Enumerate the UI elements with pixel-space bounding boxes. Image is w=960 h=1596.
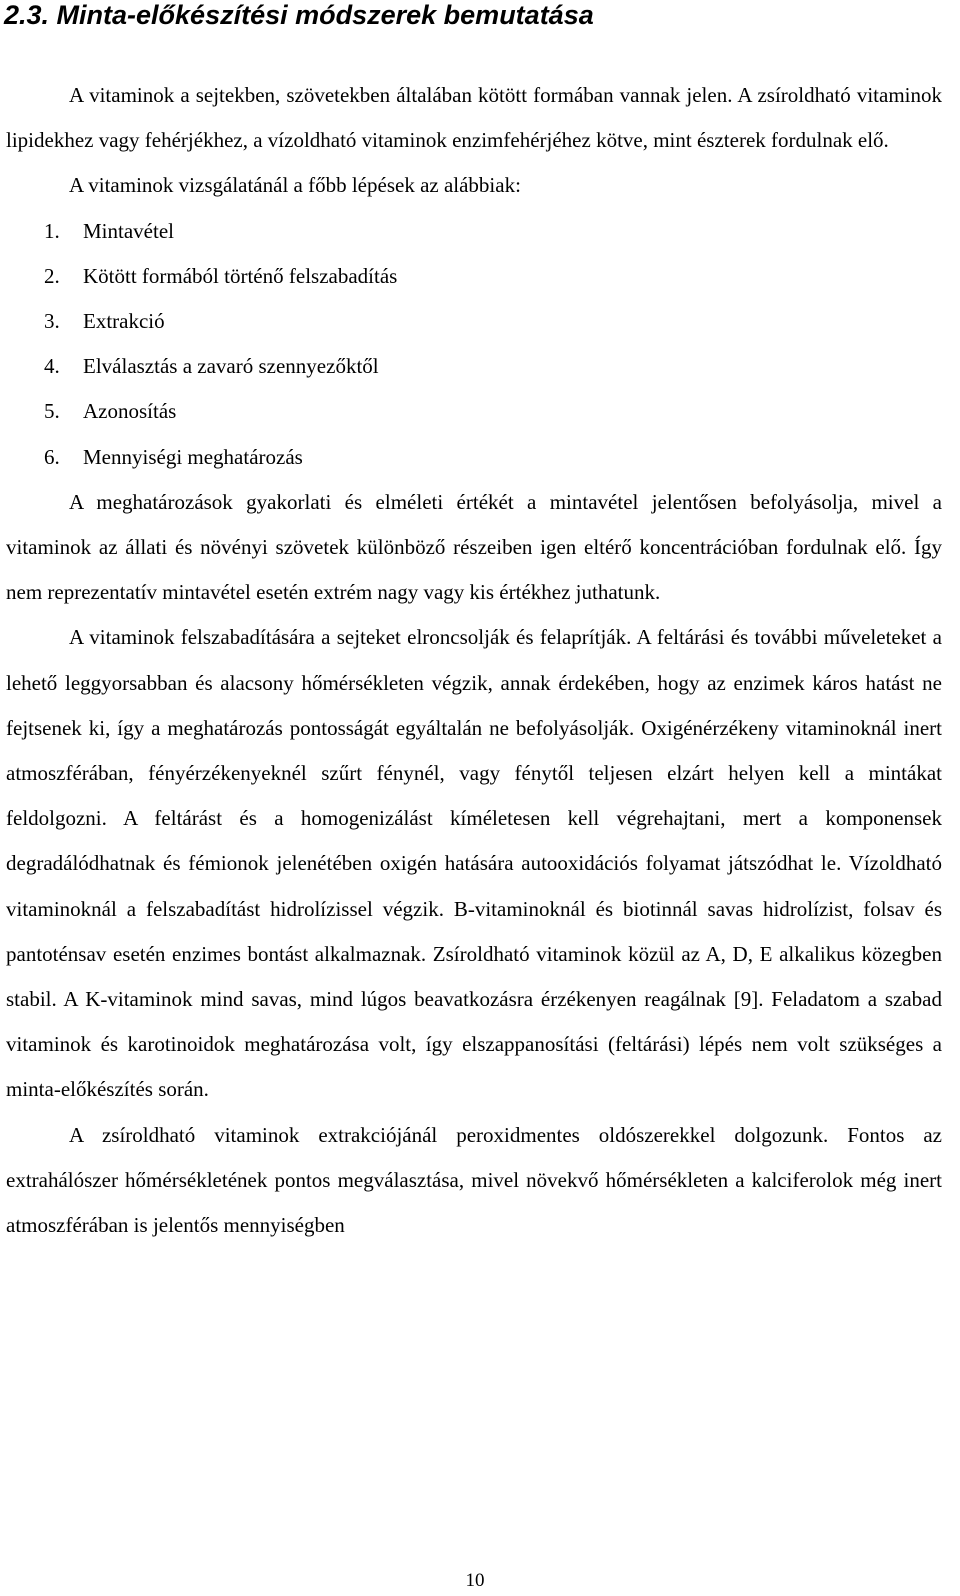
list-item-number: 6. — [44, 444, 60, 469]
release-paragraph: A vitaminok felszabadítására a sejteket elroncsolják és felaprítják. A feltárási és további műveleteket a lehető leggyorsabban és alacsony hőmérsékleten végzik, annak érdekében, hogy az enzimek káros hatást ne fejtsenek ki, így a meghatározás pontosságát egyáltalán ne befolyásolják. Oxigénérzékeny vitaminoknál inert atmoszférában, fényérzékenyeknél szűrt fénynél, vagy fénytől teljesen elzárt helyen kell a mintákat feldolgozni. A feltárást és a homogenizálást kíméletesen kell végrehajtani, mert a komponensek degradálódhatnak és fémionok jelenétében oxigén hatására autooxidációs folyamat játszódhat le. Vízoldható vitaminoknál a felszabadítást hidrolízissel végzik. B-vitaminoknál és biotinnál savas hidrolízist, folsav és pantoténsav esetén enzimes bontást alkalmaznak. Zsíroldható vitaminok közül az A, D, E alkalikus közegben stabil. A K-vitaminok mind savas, mind lúgos beavatkozásra érzékenyen reagálnak [9]. Feladatom a szabad vitaminok és karotinoidok meghatározása volt, így elszappanosítási (feltárási) lépés nem volt szükséges a minta-előkészítés során. — [6, 625, 942, 1102]
steps-list — [6, 209, 942, 480]
list-item — [44, 299, 942, 344]
list-item-number: 5. — [44, 399, 60, 424]
intro-paragraph: A vitaminok a sejtekben, szövetekben általában kötött formában vannak jelen. A zsíroldható vitaminok lipidekhez vagy fehérjékhez, a vízoldható vitaminok enzimfehérjéhez kötve, mint észterek fordulnak elő. — [6, 83, 942, 153]
list-item-text: Mennyiségi meghatározás — [83, 444, 303, 469]
page-number: 10 — [465, 1570, 485, 1591]
list-item — [44, 389, 942, 434]
section-heading: 2.3. Minta-előkészítési módszerek bemutatása — [4, 0, 594, 30]
list-item-text: Kötött formából történő felszabadítás — [83, 263, 398, 288]
list-item — [44, 435, 942, 480]
extraction-paragraph: A zsíroldható vitaminok extrakciójánál peroxidmentes oldószerekkel dolgozunk. Fontos az extrahálószer hőmérsékletének pontos megválasztása, mivel növekvő hőmérsékleten a kalciferolok még inert atmoszférában is jelentős mennyiségben — [6, 1122, 942, 1238]
list-item-number: 2. — [44, 263, 60, 288]
steps-intro: A vitaminok vizsgálatánál a főbb lépések az alábbiak: — [69, 173, 521, 198]
list-item-number: 1. — [44, 218, 60, 243]
list-item-number: 4. — [44, 354, 60, 379]
list-item — [44, 344, 942, 389]
list-item-text: Azonosítás — [83, 399, 177, 424]
sampling-paragraph: A meghatározások gyakorlati és elméleti értékét a mintavétel jelentősen befolyásolja, mivel a vitaminok az állati és növényi szövetek különböző részeiben igen eltérő koncentrációban fordulnak elő. Így nem reprezentatív mintavétel esetén extrém nagy vagy kis értékhez juthatunk. — [6, 489, 942, 605]
list-item — [44, 254, 942, 299]
list-item-text: Elválasztás a zavaró szennyezőktől — [83, 354, 379, 379]
list-item-number: 3. — [44, 309, 60, 334]
list-item-text: Mintavétel — [83, 218, 174, 243]
list-item-text: Extrakció — [83, 309, 165, 334]
body-text — [6, 73, 942, 1248]
list-item — [44, 209, 942, 254]
